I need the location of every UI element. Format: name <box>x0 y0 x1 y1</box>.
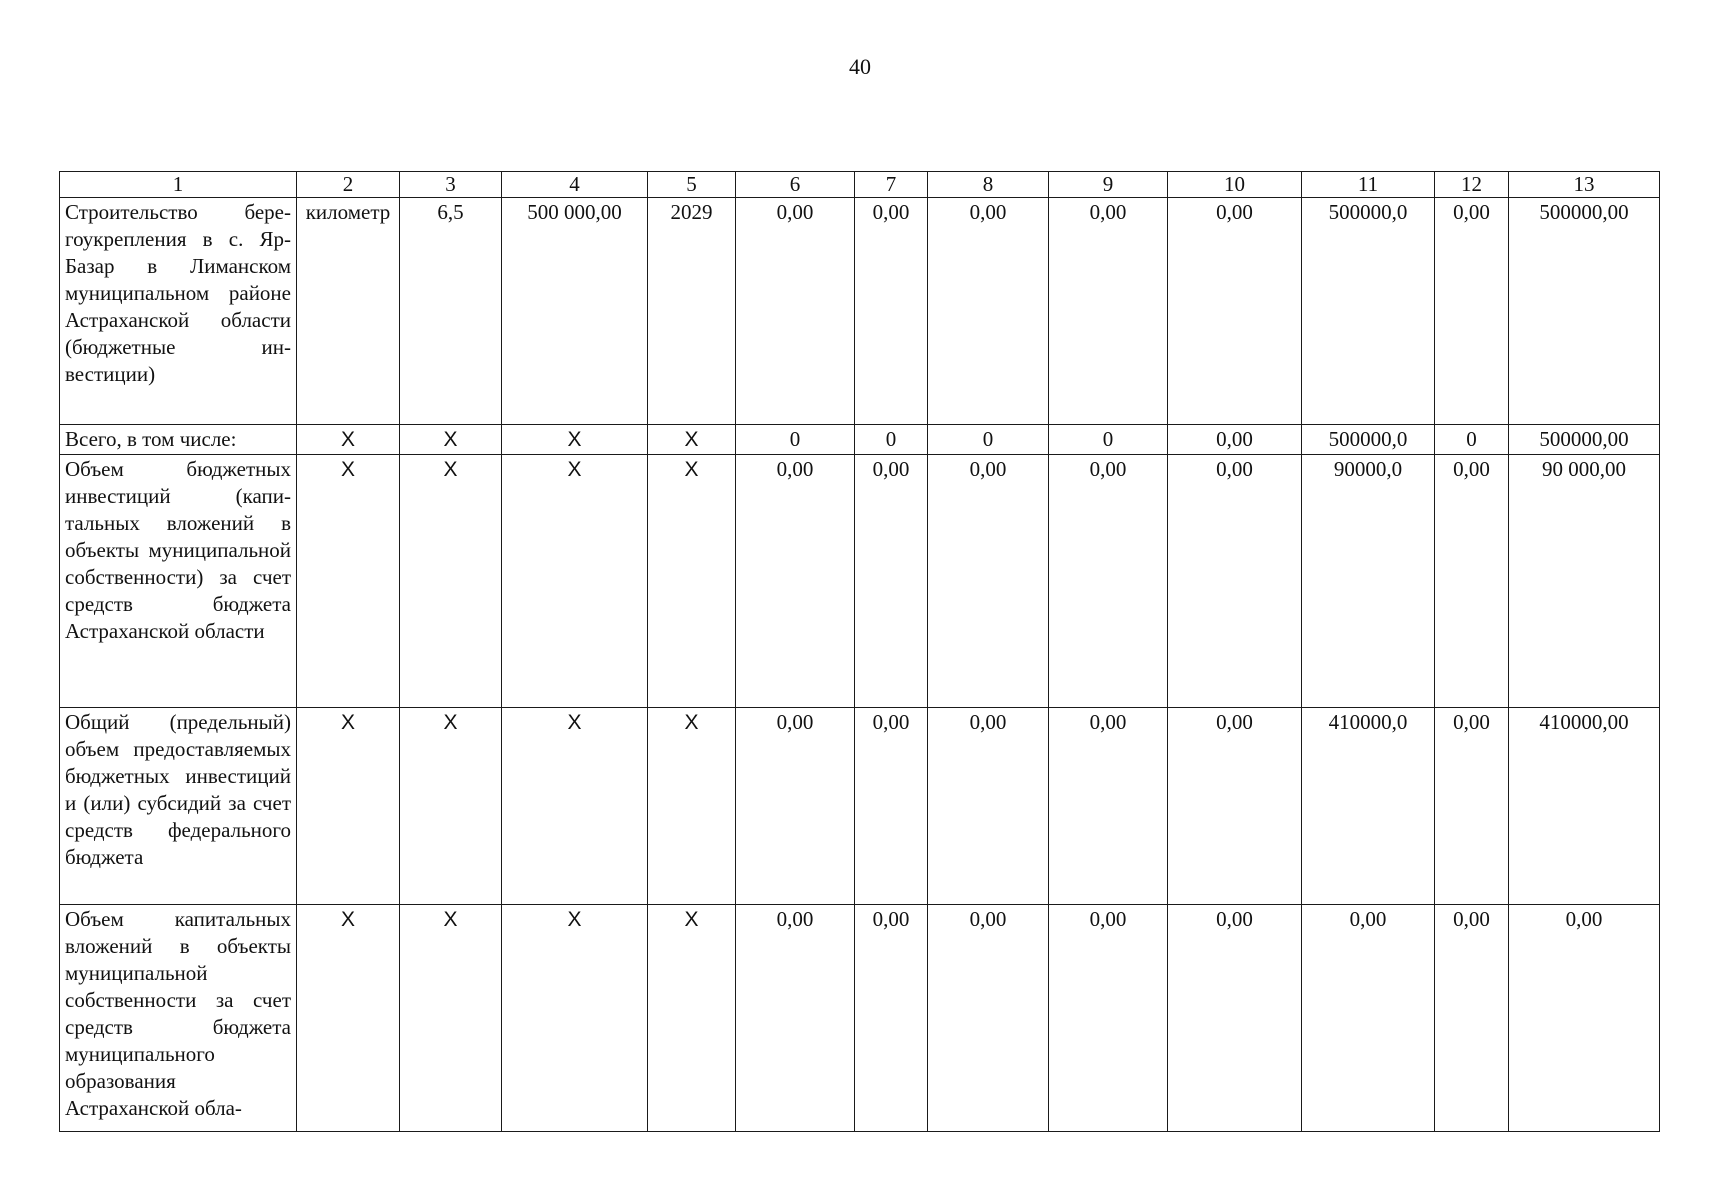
value-cell: 0,00 <box>1049 198 1168 425</box>
value-cell: 0,00 <box>1168 905 1302 1132</box>
column-number: 8 <box>928 172 1049 198</box>
value-cell: 0,00 <box>855 198 928 425</box>
value-cell: 0,00 <box>736 708 855 905</box>
value-cell: 0,00 <box>855 905 928 1132</box>
value-cell: 0 <box>1435 425 1509 455</box>
column-number: 2 <box>297 172 400 198</box>
column-number: 5 <box>648 172 736 198</box>
x-mark-cell: X <box>502 708 648 905</box>
value-cell: 0,00 <box>855 455 928 708</box>
x-mark-cell: X <box>502 905 648 1132</box>
table-row-municipal-budget <box>60 905 1660 1132</box>
value-cell: 0,00 <box>1435 905 1509 1132</box>
row-description: Строительство берегоукрепления в с. Яр-Базар в Лиманском муниципальном районе Астраханской области (бюджетные инвестиции) <box>60 198 297 425</box>
column-number: 11 <box>1302 172 1435 198</box>
value-cell: 500000,0 <box>1302 198 1435 425</box>
x-mark-cell: X <box>648 455 736 708</box>
total-cell: 500000,00 <box>1509 425 1660 455</box>
x-mark-cell: X <box>648 708 736 905</box>
x-mark-cell: X <box>648 425 736 455</box>
x-mark-cell: X <box>648 905 736 1132</box>
column-number: 4 <box>502 172 648 198</box>
row-description: Всего, в том числе: <box>60 425 297 455</box>
table-row-object <box>60 198 1660 425</box>
total-cell: 90 000,00 <box>1509 455 1660 708</box>
value-cell: 0,00 <box>736 198 855 425</box>
value-cell: 0,00 <box>1168 198 1302 425</box>
estimated-cost-cell: 500 000,00 <box>502 198 648 425</box>
x-mark-cell: X <box>297 905 400 1132</box>
value-cell: 0,00 <box>1168 425 1302 455</box>
value-cell: 0 <box>855 425 928 455</box>
column-number: 9 <box>1049 172 1168 198</box>
value-cell: 410000,0 <box>1302 708 1435 905</box>
value-cell: 0,00 <box>1049 708 1168 905</box>
x-mark-cell: X <box>400 905 502 1132</box>
total-cell: 0,00 <box>1509 905 1660 1132</box>
value-cell: 0,00 <box>1049 455 1168 708</box>
value-cell: 0,00 <box>928 708 1049 905</box>
value-cell: 500000,0 <box>1302 425 1435 455</box>
value-cell: 0,00 <box>928 198 1049 425</box>
total-cell: 500000,00 <box>1509 198 1660 425</box>
value-cell: 0,00 <box>1049 905 1168 1132</box>
table-row-federal-budget <box>60 708 1660 905</box>
x-mark-cell: X <box>400 455 502 708</box>
column-number-row <box>60 172 1660 198</box>
x-mark-cell: X <box>297 708 400 905</box>
value-cell: 0,00 <box>928 905 1049 1132</box>
capacity-cell: 6,5 <box>400 198 502 425</box>
page-number: 40 <box>849 54 871 79</box>
x-mark-cell: X <box>502 425 648 455</box>
value-cell: 0,00 <box>1168 708 1302 905</box>
value-cell: 0,00 <box>855 708 928 905</box>
value-cell: 0,00 <box>1435 198 1509 425</box>
row-description: Объем капитальных вложений в объекты муниципальной собственности за счет средств бюджета муниципального образования Астраханской обла- <box>60 905 297 1132</box>
column-number: 1 <box>60 172 297 198</box>
x-mark-cell: X <box>297 455 400 708</box>
column-number: 10 <box>1168 172 1302 198</box>
value-cell: 90000,0 <box>1302 455 1435 708</box>
table-row-regional-budget <box>60 455 1660 708</box>
value-cell: 0,00 <box>1435 455 1509 708</box>
column-number: 13 <box>1509 172 1660 198</box>
table-row-total <box>60 425 1660 455</box>
x-mark-cell: X <box>400 425 502 455</box>
column-number: 7 <box>855 172 928 198</box>
value-cell: 0,00 <box>736 905 855 1132</box>
unit-cell: километр <box>297 198 400 425</box>
row-description: Объем бюджетных инвестиций (капитальных вложений в объекты муниципальной собственности) за счет средств бюджета Астраханской области <box>60 455 297 708</box>
x-mark-cell: X <box>400 708 502 905</box>
column-number: 3 <box>400 172 502 198</box>
investment-table <box>59 171 1660 1132</box>
completion-year-cell: 2029 <box>648 198 736 425</box>
value-cell: 0,00 <box>736 455 855 708</box>
x-mark-cell: X <box>502 455 648 708</box>
value-cell: 0,00 <box>1435 708 1509 905</box>
value-cell: 0 <box>736 425 855 455</box>
x-mark-cell: X <box>297 425 400 455</box>
column-number: 12 <box>1435 172 1509 198</box>
value-cell: 0,00 <box>928 455 1049 708</box>
value-cell: 0 <box>1049 425 1168 455</box>
total-cell: 410000,00 <box>1509 708 1660 905</box>
value-cell: 0,00 <box>1302 905 1435 1132</box>
column-number: 6 <box>736 172 855 198</box>
row-description: Общий (предельный) объем предоставляемых бюджетных инвестиций и (или) субсидий за счет средств федерального бюджета <box>60 708 297 905</box>
value-cell: 0 <box>928 425 1049 455</box>
value-cell: 0,00 <box>1168 455 1302 708</box>
